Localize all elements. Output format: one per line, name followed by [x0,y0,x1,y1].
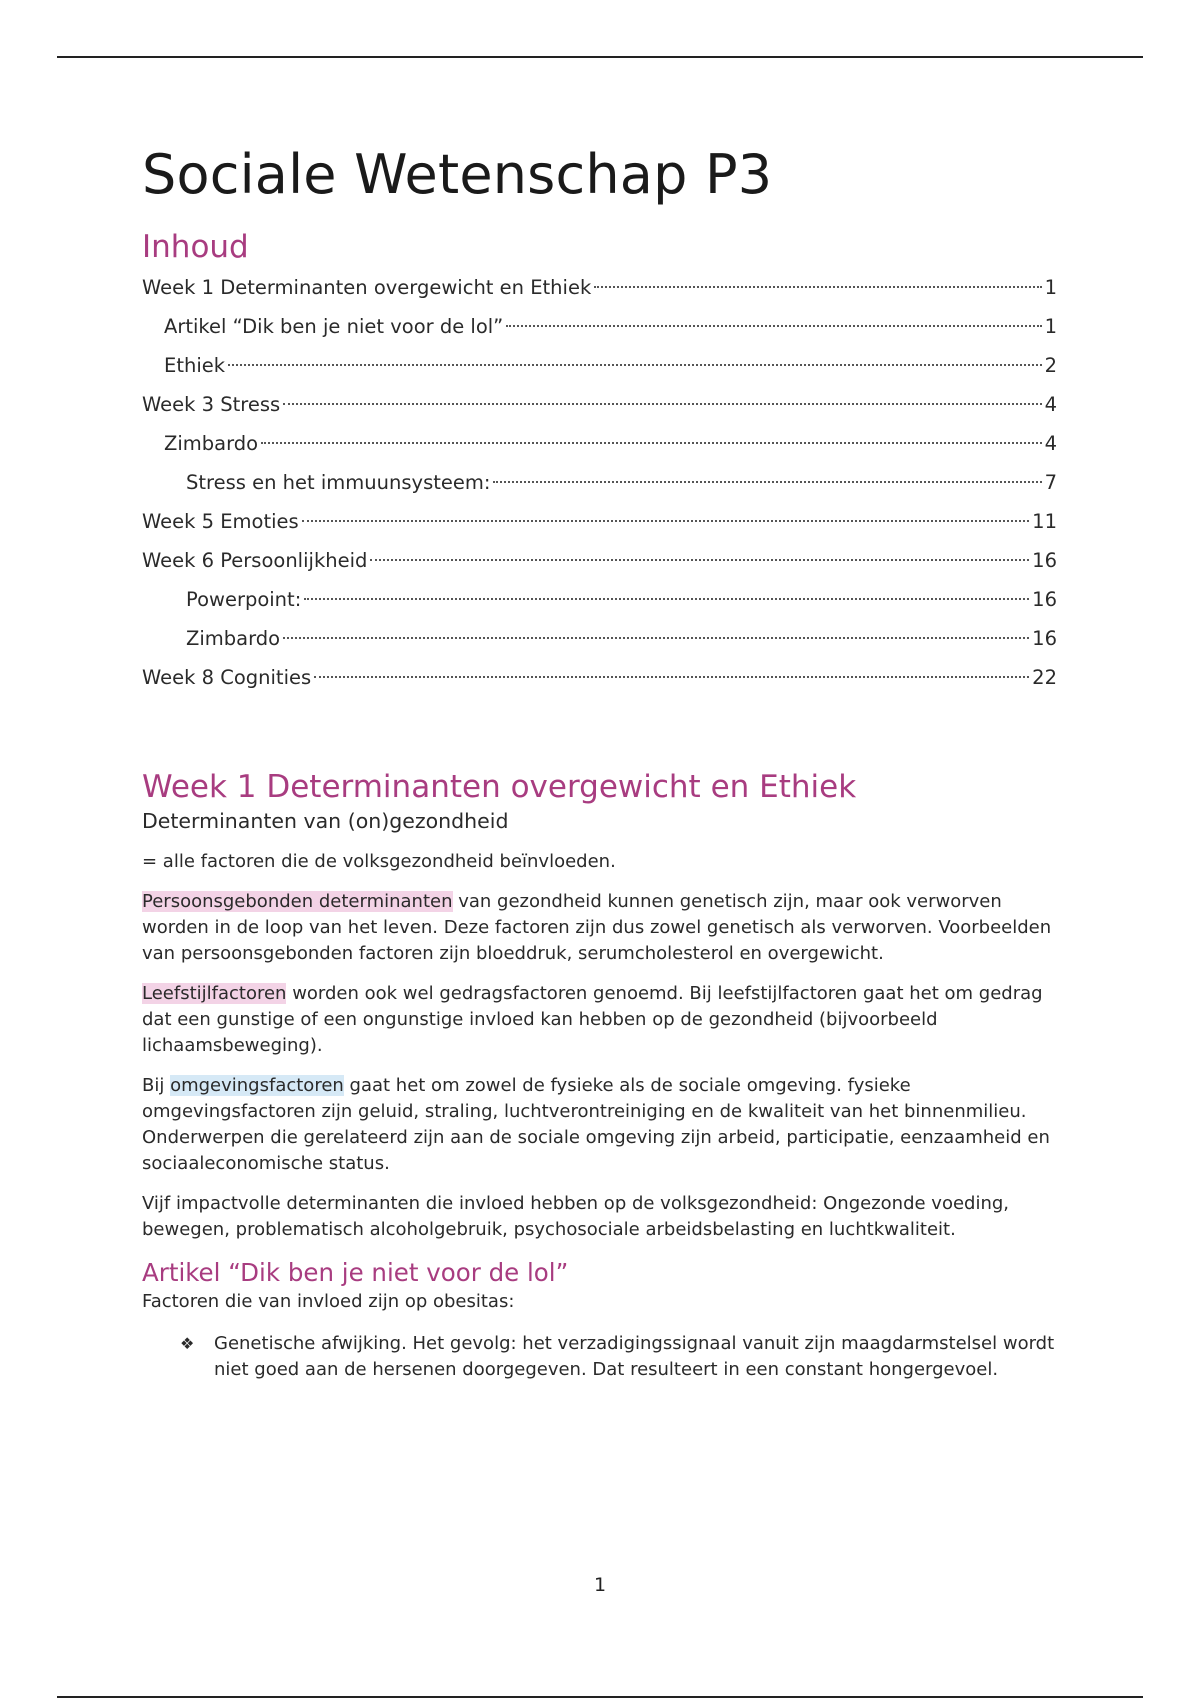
header-rule [57,56,1143,58]
paragraph-text: gaat het om zowel de fysieke als de sociale omgeving. fysieke omgevingsfactoren zijn geluid, straling, luchtverontreiniging en de kwaliteit van het binnenmilieu. Onderwerpen die gerelateerd zijn aan de sociale omgeving zijn arbeid, participatie, eenzaamheid en sociaaleconomische status. [142,1075,1050,1174]
paragraph-text: van gezondheid kunnen genetisch zijn, maar ook verworven worden in de loop van het leven. Deze factoren zijn dus zowel genetisch als verworven. Voorbeelden van persoonsgebonden factoren zijn bloeddruk, serumcholesterol en overgewicht. [142,891,1052,964]
list-item-text: Genetische afwijking. Het gevolg: het verzadigingssignaal vanuit zijn maagdarmstelsel wordt niet goed aan de hersenen doorgegeven. Dat resulteert in een constant hongergevoel. [214,1333,1055,1380]
toc-entry-text: Zimbardo [164,432,259,455]
toc-entry-text: Zimbardo [186,627,281,650]
bullet-list [142,1331,1057,1383]
toc-entry-page: 11 [1032,510,1057,533]
table-of-contents [142,268,1057,697]
toc-entry-page: 2 [1044,354,1057,377]
toc-entry[interactable] [142,307,1057,346]
toc-entry-page: 16 [1032,588,1057,611]
toc-entry[interactable] [142,463,1057,502]
paragraph-vijf-determinanten: Vijf impactvolle determinanten die invloed hebben op de volksgezondheid: Ongezonde voeding, bewegen, problematisch alcoholgebruik, psychosociale arbeidsbelasting en luchtkwaliteit. [142,1193,1010,1240]
page-number: 1 [593,1574,607,1596]
toc-entry-text: Week 5 Emoties [142,510,299,533]
toc-entry-text: Powerpoint: [186,588,302,611]
toc-leader-dots [261,442,1041,444]
paragraph-text: worden ook wel gedragsfactoren genoemd. Bij leefstijlfactoren gaat het om gedrag dat een gunstige of een ongunstige invloed kan hebben op de gezondheid (bijvoorbeeld lichaamsbeweging). [142,983,1043,1056]
section-subheading: Determinanten van (on)gezondheid [142,809,509,833]
footer-rule [57,1696,1143,1698]
page-content [142,140,1057,1383]
paragraph-text: Bij [142,1075,171,1096]
toc-entry[interactable] [142,385,1057,424]
toc-entry-page: 1 [1044,276,1057,299]
toc-entry[interactable] [142,619,1057,658]
section-heading-week1: Week 1 Determinanten overgewicht en Ethiek [142,769,857,805]
diamond-bullet-icon: ❖ [180,1334,195,1353]
highlighted-term: omgevingsfactoren [170,1075,344,1096]
toc-leader-dots [283,403,1041,405]
toc-entry[interactable] [142,502,1057,541]
toc-entry-page: 7 [1044,471,1057,494]
paragraph-persoonsgebonden [142,889,1057,967]
toc-leader-dots [370,559,1029,561]
toc-entry-text: Artikel “Dik ben je niet voor de lol” [164,315,504,338]
toc-leader-dots [314,676,1029,678]
document-title: Sociale Wetenschap P3 [142,143,773,206]
toc-leader-dots [594,286,1041,288]
highlighted-term: Leefstijlfactoren [142,983,287,1004]
toc-entry-text: Stress en het immuunsysteem: [186,471,491,494]
toc-heading: Inhoud [142,229,249,265]
toc-entry-page: 22 [1032,666,1057,689]
toc-entry[interactable] [142,268,1057,307]
paragraph-leefstijl [142,981,1057,1059]
toc-entry[interactable] [142,424,1057,463]
definition-paragraph: = alle factoren die de volksgezondheid beïnvloeden. [142,851,616,872]
toc-entry-text: Week 1 Determinanten overgewicht en Ethiek [142,276,592,299]
section-heading-artikel: Artikel “Dik ben je niet voor de lol” [142,1258,569,1287]
toc-leader-dots [506,325,1041,327]
paragraph-omgeving [142,1073,1057,1177]
toc-entry-page: 1 [1044,315,1057,338]
toc-leader-dots [302,520,1029,522]
toc-entry-page: 16 [1032,549,1057,572]
toc-entry-text: Week 6 Persoonlijkheid [142,549,368,572]
toc-entry-text: Week 3 Stress [142,393,281,416]
toc-leader-dots [283,637,1029,639]
toc-entry-text: Week 8 Cognities [142,666,312,689]
toc-entry[interactable] [142,580,1057,619]
toc-entry[interactable] [142,658,1057,697]
toc-entry-text: Ethiek [164,354,226,377]
toc-entry-page: 16 [1032,627,1057,650]
list-item [180,1331,1057,1383]
toc-entry-page: 4 [1044,393,1057,416]
artikel-intro: Factoren die van invloed zijn op obesitas: [142,1291,515,1312]
highlighted-term: Persoonsgebonden determinanten [142,891,453,912]
toc-entry[interactable] [142,541,1057,580]
toc-entry[interactable] [142,346,1057,385]
toc-leader-dots [228,364,1042,366]
toc-entry-page: 4 [1044,432,1057,455]
toc-leader-dots [304,598,1029,600]
toc-leader-dots [493,481,1041,483]
